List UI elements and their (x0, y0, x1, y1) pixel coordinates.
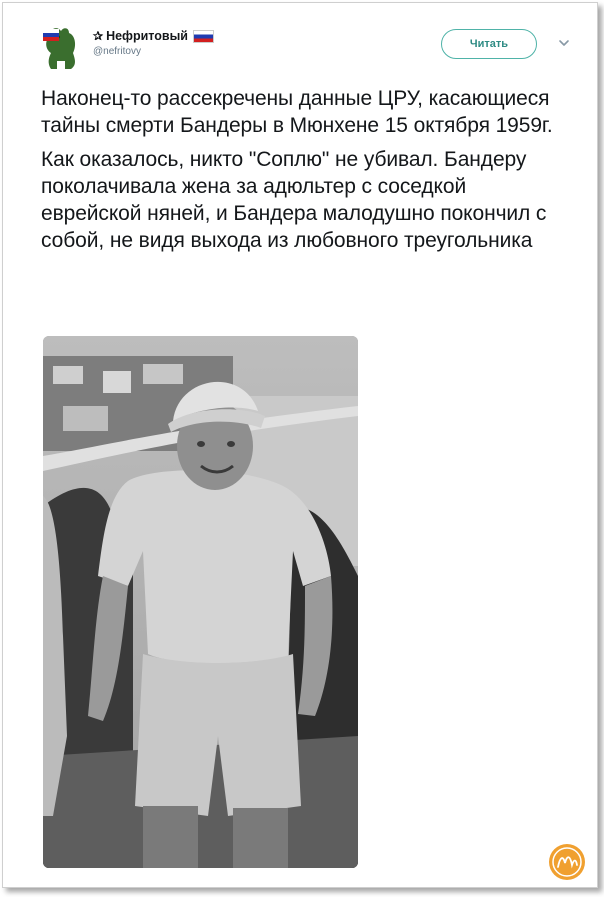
handle[interactable]: @nefritovy (93, 46, 141, 57)
chevron-down-icon[interactable] (557, 36, 571, 50)
photo-man-in-cap-icon (43, 336, 358, 868)
follow-button[interactable]: Читать (441, 29, 537, 59)
tweet-paragraph: Как оказалось, никто "Соплю" не убивал. Бандеру поколачивала жена за адюльтер с соседкой еврейской няней, и Бандера малодушно покончил с собой, не видя выхода из любовного треугольника (41, 148, 547, 252)
display-name-text: Нефритовый (106, 29, 188, 43)
tweet-header (41, 21, 581, 73)
tweet-photo[interactable] (43, 336, 358, 868)
author-block (93, 29, 214, 57)
star-icon: ✰ (93, 29, 104, 43)
russian-flag-icon (193, 30, 214, 43)
avatar-icon[interactable] (41, 23, 83, 71)
watermark-logo-icon (548, 843, 586, 881)
tweet-text (41, 85, 571, 254)
tweet-paragraph: Наконец-то рассекречены данные ЦРУ, касающиеся тайны смерти Бандеры в Мюнхене 15 октября 1959г. (41, 87, 553, 137)
display-name[interactable] (93, 29, 214, 43)
tweet-card (2, 2, 598, 888)
